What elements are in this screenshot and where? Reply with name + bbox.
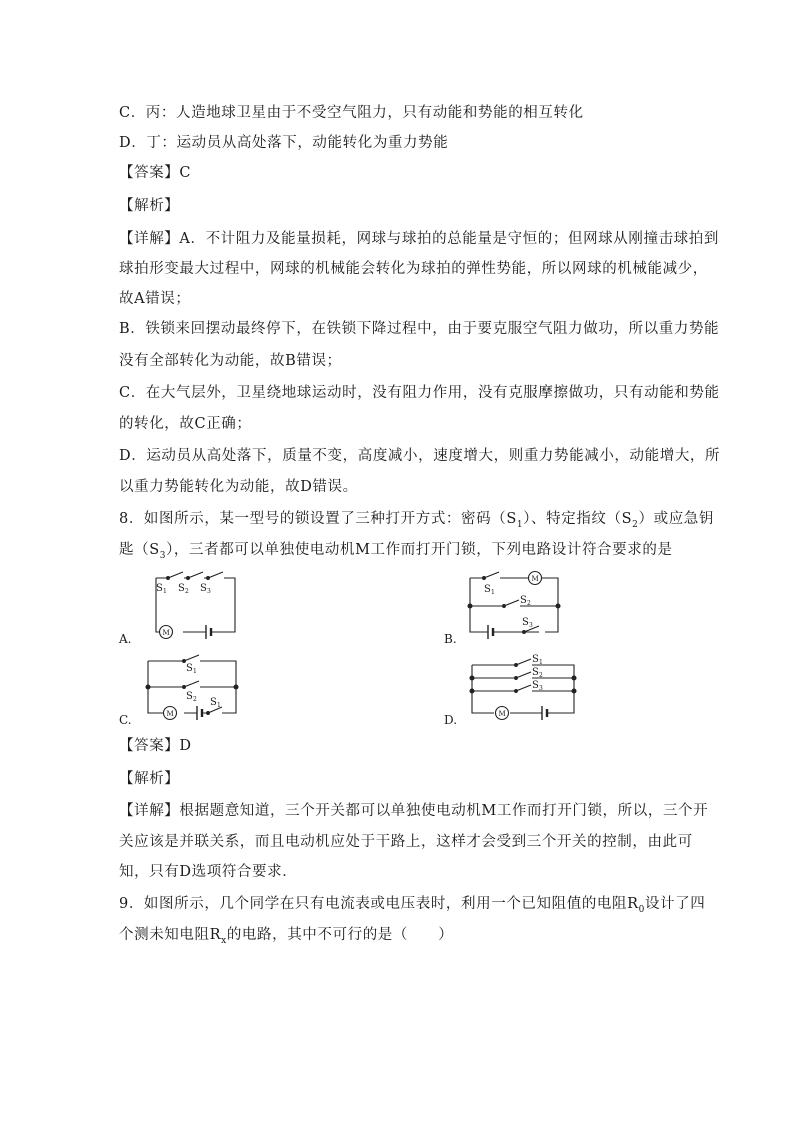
q7-detail-line: 以重力势能转化为动能，故D错误。 (119, 479, 358, 495)
q7-detail-line: 没有全部转化为动能，故B错误； (119, 353, 342, 369)
svg-text:S: S (200, 583, 207, 594)
circuit-d (462, 651, 582, 723)
option-c-label: C. (119, 713, 132, 727)
svg-text:2: 2 (527, 600, 531, 607)
svg-text:3: 3 (539, 685, 543, 692)
option-d-label: D. (444, 713, 458, 727)
svg-text:S: S (532, 654, 539, 665)
q8-stem-line-1: 8．如图所示，某一型号的锁设置了三种打开方式：密码$(S_1)$、特定指纹$(S_2)$或应急钥 (119, 511, 714, 530)
q7-analysis-heading: 【解析】 (119, 198, 180, 214)
svg-text:3: 3 (529, 622, 533, 629)
svg-text:M: M (166, 710, 174, 718)
svg-text:2: 2 (193, 696, 197, 703)
svg-text:S: S (484, 584, 491, 595)
option-b-label: B. (444, 632, 457, 646)
q7-detail-line: 球拍形变最大过程中，网球的机械能会转化为球拍的弹性势能，所以网球的机械能减少， (119, 261, 708, 277)
q7-detail-line: C．在大气层外，卫星绕地球运动时，没有阻力作用，没有克服摩擦做功，只有动能和势能 (119, 385, 720, 401)
circuit-a (140, 570, 250, 640)
q7-detail-line: D．运动员从高处落下，质量不变，高度减小，速度增大，则重力势能减小，动能增大，所 (119, 448, 721, 464)
svg-text:3: 3 (207, 588, 211, 595)
q7-option-c: C．丙：人造地球卫星由于不受空气阻力，只有动能和势能的相互转化 (119, 105, 584, 121)
svg-text:1: 1 (163, 588, 167, 595)
svg-text:M: M (531, 575, 539, 583)
svg-text:S: S (520, 595, 527, 606)
svg-text:M: M (162, 629, 170, 637)
q7-detail-line: 故A错误； (119, 291, 191, 307)
q8-answer: 【答案】D (119, 738, 192, 754)
q7-detail-line: 的转化，故C正确； (119, 416, 252, 432)
svg-text:S: S (210, 697, 217, 708)
q7-option-d: D．丁：运动员从高处落下，动能转化为重力势能 (119, 135, 449, 151)
q8-detail-line: 【详解】根据题意知道，三个开关都可以单独使电动机M工作而打开门锁，所以，三个开 (119, 803, 709, 819)
q9-stem-line-1: 9．如图所示，几个同学在只有电流表或电压表时，利用一个已知阻值的电阻$R_0$设计了四 (119, 896, 706, 915)
q8-detail-line: 知，只有D选项符合要求． (119, 864, 298, 880)
svg-text:M: M (498, 710, 506, 718)
svg-text:S: S (186, 691, 193, 702)
svg-text:1: 1 (193, 668, 197, 675)
svg-text:S: S (522, 617, 529, 628)
svg-text:2: 2 (185, 588, 189, 595)
svg-text:2: 2 (539, 672, 543, 679)
option-a-label: A. (119, 632, 132, 646)
q8-stem-line-2: 匙$(S_3)$，三者都可以单独使电动机M工作而打开门锁，下列电路设计符合要求的是 (119, 542, 673, 561)
q7-detail-line: 【详解】A．不计阻力及能量损耗，网球与球拍的总能量是守恒的；但网球从刚撞击球拍到 (119, 231, 719, 247)
svg-text:1: 1 (491, 589, 495, 596)
q7-answer: 【答案】C (119, 165, 192, 181)
svg-text:1: 1 (217, 702, 221, 709)
svg-text:S: S (186, 663, 193, 674)
q8-detail-line: 关应该是并联关系，而且电动机应处于干路上，这样才会受到三个开关的控制，由此可 (119, 834, 693, 850)
svg-text:1: 1 (539, 659, 543, 666)
q7-detail-line: B．铁锁来回摆动最终停下，在铁锁下降过程中，由于要克服空气阻力做功，所以重力势能 (119, 321, 720, 337)
svg-text:S: S (532, 680, 539, 691)
svg-text:S: S (532, 667, 539, 678)
svg-text:S: S (156, 583, 163, 594)
circuit-b (462, 570, 572, 640)
svg-text:S: S (178, 583, 185, 594)
circuit-c (140, 651, 250, 723)
q9-stem-line-2: 个测未知电阻$R_x$的电路，其中不可行的是（ ） (119, 927, 454, 946)
q8-analysis-heading: 【解析】 (119, 771, 180, 787)
